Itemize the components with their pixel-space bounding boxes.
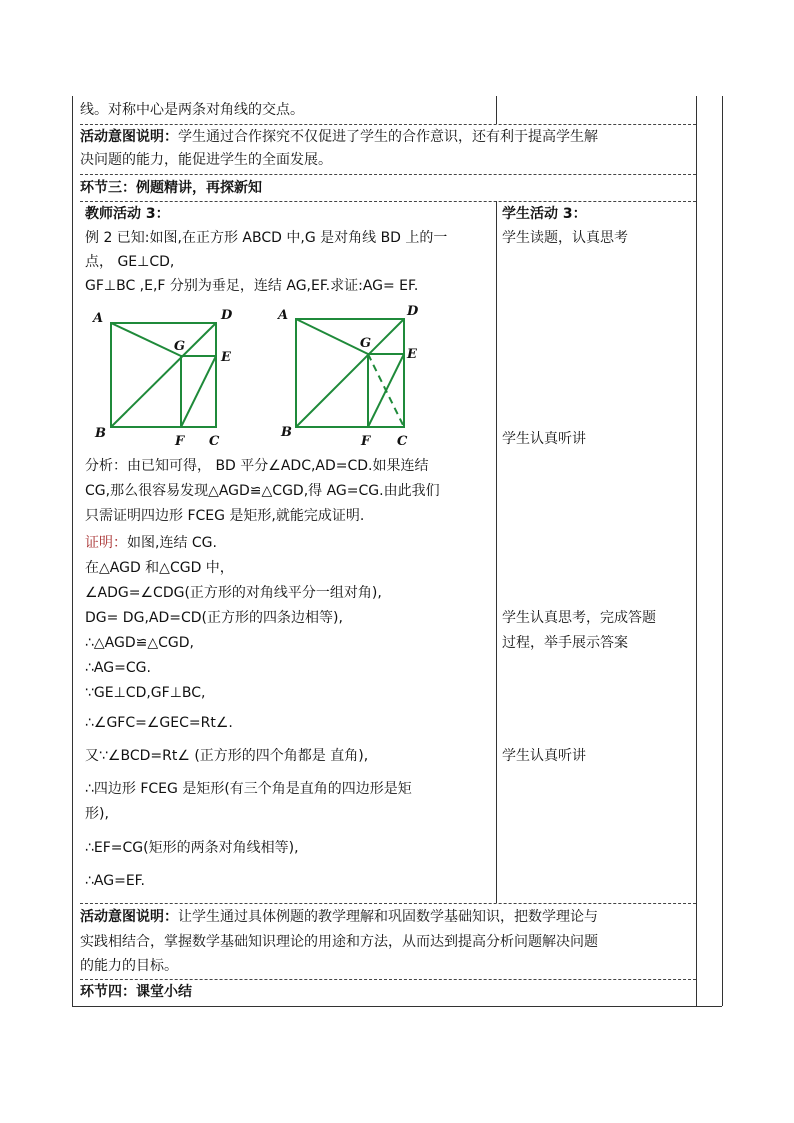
label-c-2: C (397, 434, 408, 449)
proof-line: ∴AG=CG. (85, 660, 151, 676)
top-row-text: 线。对称中心是两条对角线的交点。 (80, 102, 304, 118)
label-d-1: D (221, 308, 233, 323)
proof-line: DG= DG,AD=CD(正方形的四条边相等), (85, 610, 343, 626)
proof-line: ∴∠GFC=∠GEC=Rt∠. (85, 715, 233, 731)
proof-line: ∠ADG=∠CDG(正方形的对角线平分一组对角), (85, 585, 382, 601)
intent-2-line3: 的能力的目标。 (80, 958, 178, 974)
proof-line: ∴四边形 FCEG 是矩形(有三个角是直角的四边形是矩 (85, 781, 412, 797)
label-d-2: D (407, 304, 419, 319)
label-f-1: F (175, 434, 185, 449)
problem-line-1: 例 2 已知:如图,在正方形 ABCD 中,G 是对角线 BD 上的一 (85, 230, 448, 246)
proof-line: 在△AGD 和△CGD 中， (85, 560, 234, 576)
student-note-2: 学生认真听讲 (502, 431, 586, 447)
intent-1-label: 活动意图说明： (80, 129, 178, 145)
teacher-activity-heading: 教师活动 3： (85, 206, 170, 222)
intent-1-line1: 活动意图说明：学生通过合作探究不仅促进了学生的合作意识，还有利于提高学生解 (80, 129, 598, 145)
proof-line: 形), (85, 806, 109, 822)
intent-2-line1: 活动意图说明：让学生通过具体例题的教学理解和巩固数学基础知识，把数学理论与 (80, 909, 598, 925)
proof-start: 证明：如图,连结 CG. (85, 535, 217, 551)
label-c-1: C (209, 434, 220, 449)
section-4-title: 环节四：课堂小结 (80, 984, 192, 1000)
label-b-2: B (281, 425, 292, 440)
problem-line-2: 点， GE⊥CD, (85, 254, 175, 270)
student-note-3a: 学生认真思考，完成答题 (502, 610, 656, 626)
label-a-2: A (278, 308, 289, 323)
analysis-line-3: 只需证明四边形 FCEG 是矩形,就能完成证明. (85, 508, 365, 524)
section-3-title: 环节三：例题精讲，再探新知 (80, 180, 262, 196)
label-e-2: E (407, 347, 417, 362)
student-note-4: 学生认真听讲 (502, 748, 586, 764)
proof-line: ∴EF=CG(矩形的两条对角线相等), (85, 840, 299, 856)
intent-1-line2: 决问题的能力，能促进学生的全面发展。 (80, 152, 332, 168)
proof-line: ∴AG=EF. (85, 873, 145, 889)
student-note-3b: 过程，举手展示答案 (502, 635, 628, 651)
analysis-line-1: 分析：由已知可得， BD 平分∠ADC,AD=CD.如果连结 (85, 458, 429, 474)
proof-line: ∴△AGD≌△CGD, (85, 635, 194, 651)
label-b-1: B (95, 426, 106, 441)
proof-label: 证明： (85, 535, 127, 551)
label-f-2: F (361, 434, 371, 449)
label-g-1: G (174, 339, 186, 354)
problem-line-3: GF⊥BC ,E,F 分别为垂足，连结 AG,EF.求证:AG= EF. (85, 278, 419, 294)
intent-2-line2: 实践相结合，掌握数学基础知识理论的用途和方法，从而达到提高分析问题解决问题 (80, 934, 598, 950)
proof-line: 又∵∠BCD=Rt∠ (正方形的四个角都是 直角), (85, 748, 369, 764)
intent-2-label: 活动意图说明： (80, 909, 178, 925)
label-g-2: G (360, 336, 372, 351)
square-figure (85, 300, 435, 450)
proof-line: ∵GE⊥CD,GF⊥BC, (85, 685, 206, 701)
label-a-1: A (93, 311, 104, 326)
label-e-1: E (221, 350, 231, 365)
student-activity-heading: 学生活动 3： (502, 206, 587, 222)
student-note-1: 学生读题，认真思考 (502, 230, 628, 246)
analysis-line-2: CG,那么很容易发现△AGD≌△CGD,得 AG=CG.由此我们 (85, 483, 440, 499)
